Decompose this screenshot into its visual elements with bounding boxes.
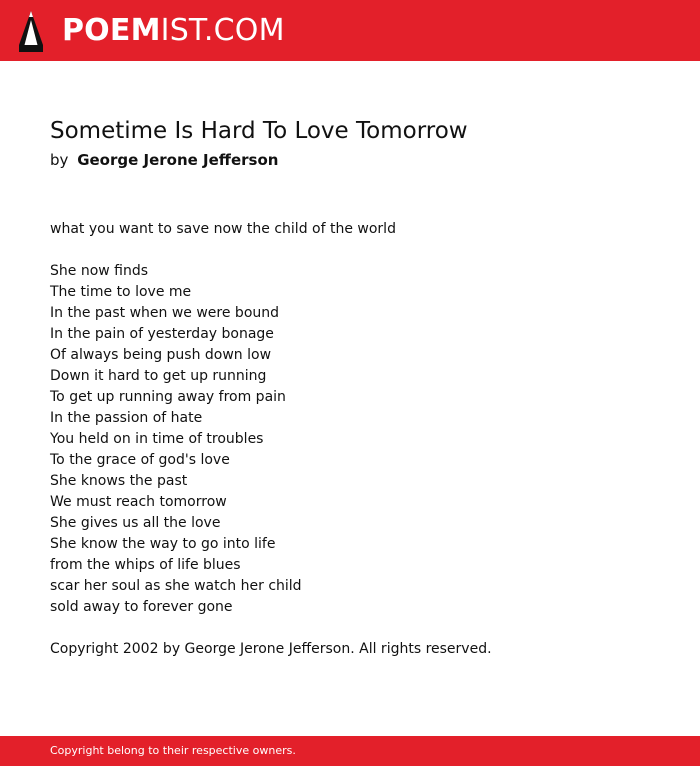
poem-line: To the grace of god's love [50,452,230,468]
poem-byline [50,149,660,171]
poem-line: You held on in time of troubles [50,431,264,447]
poem-line: In the passion of hate [50,410,203,426]
site-logo-link[interactable] [18,10,285,52]
site-footer [0,736,700,766]
poem-copyright: Copyright 2002 by George Jerone Jefferson. All rights reserved. [50,641,492,657]
poem-line: The time to love me [50,284,192,300]
poem-title: Sometime Is Hard To Love Tomorrow [50,118,468,144]
poem-line: sold away to forever gone [50,599,233,615]
poem-line: We must reach tomorrow [50,494,227,510]
site-wordmark-bold: POEM [62,13,161,48]
poem-line: from the whips of life blues [50,557,241,573]
by-label: by [50,151,69,169]
pencil-logo-icon [18,10,44,52]
site-wordmark [62,10,285,52]
poem-line: To get up running away from pain [50,389,286,405]
author-link[interactable]: George Jerone Jefferson [77,151,279,169]
poem-line: She knows the past [50,473,188,489]
stanza-gap [50,240,660,261]
poem-line: Of always being push down low [50,347,272,363]
poem-body [50,219,660,618]
site-header [0,0,700,61]
poem-line: scar her soul as she watch her child [50,578,302,594]
poem-intro-line: what you want to save now the child of the world [50,221,396,237]
poem-line: She gives us all the love [50,515,221,531]
poem-line: She now finds [50,263,149,279]
poem-line: In the past when we were bound [50,305,280,321]
poem-line: Down it hard to get up running [50,368,267,384]
poem-line: She know the way to go into life [50,536,276,552]
site-wordmark-light: IST.COM [160,13,285,48]
poem-line: In the pain of yesterday bonage [50,326,274,342]
footer-copyright-text: Copyright belong to their respective owners. [50,744,296,757]
poem-content [50,116,660,674]
